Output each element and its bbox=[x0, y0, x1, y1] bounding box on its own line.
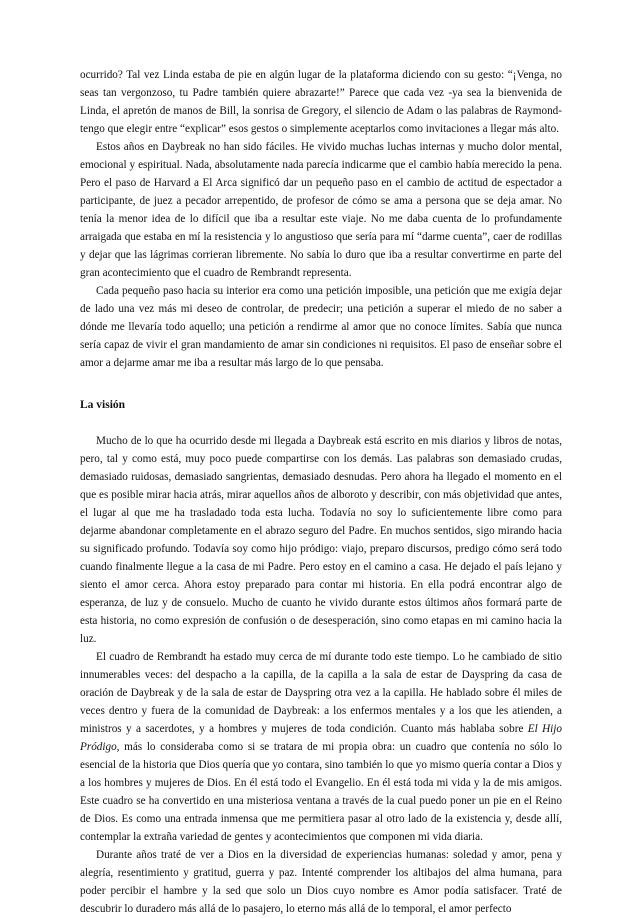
book-title: El Hijo Pródigo, bbox=[80, 723, 562, 753]
paragraph-daybreak-years: Estos años en Daybreak no han sido fáciles. He vivido muchas luchas internas y mucho dolor mental, emocional y espiritual. Nada, absolutamente nada parecía indicarme que el cambio había merecido la pena. Pero el paso de Harvard a El Arca significó dar un pequeño paso en el cambio de actitud de espectador a participante, de juez a pecador arrepentido, de profesor de cómo se ama a persona que se deja amar. No tenía la menor idea de lo difícil que iba a resultar este viaje. No me daba cuenta de lo profundamente arraigada que estaba en mí la resistencia y lo angustioso que sería para mí “darme cuenta”, caer de rodillas y dejar que las lágrimas corrieran libremente. No sabía lo duro que iba a resultar convertirme en parte del gran acontecimiento que el cuadro de Rembrandt representa. bbox=[80, 141, 562, 279]
paragraph-diaries: Mucho de lo que ha ocurrido desde mi llegada a Daybreak está escrito en mis diarios y libros de notas, pero, tal y como está, muy poco puede compartirse con los demás. Las palabras son demasiado crudas, demasiado ruidosas, demasiado sangrientas, demasiado desnudas. Pero ahora ha llegado el momento en el que es posible mirar hacia atrás, mirar aquellos años de alboroto y describir, con más objetividad que antes, el lugar al que me ha trasladado toda esta lucha. Todavía no soy lo suficientemente libre como para dejarme abandonar completamente en el abrazo seguro del Padre. En muchos sentidos, sigo mirando hacia su significado profundo. Todavía soy como hijo pródigo: viajo, preparo discursos, predigo cómo será todo cuando finalmente llegue a la casa de mi Padre. Pero estoy en el camino a casa. He dejado el país lejano y siento el amor cerca. Ahora estoy preparado para contar mi historia. En ella podrá encontrar algo de esperanza, de luz y de consuelo. Mucho de cuanto he vivido durante estos últimos años formará parte de esta historia, no como expresión de confusión o de desesperación, sino como etapas en mi camino hacia la luz. bbox=[80, 435, 562, 645]
paragraph-text: más lo consideraba como si se tratara de mi propia obra: un cuadro que contenía no sólo lo esencial de la historia que Dios quería que yo contara, sino también lo que yo mismo quería contar a Dios y a los hombres y mujeres de Dios. En él está todo el Evangelio. En él está toda mi vida y la de mis amigos. Este cuadro se ha convertido en una misteriosa ventana a través de la cual puedo poner un pie en el Reino de Dios. Es como una entrada inmensa que me permitiera pasar al otro lado de la existencia y, desde allí, contemplar la extraña variedad de gentes y acontecimientos que componen mi vida diaria. bbox=[80, 741, 562, 843]
document-page bbox=[80, 66, 562, 918]
paragraph-small-steps: Cada pequeño paso hacia su interior era como una petición imposible, una petición que me exigía dejar de lado una vez más mi deseo de controlar, de predecir; una petición a superar el miedo de no saber a dónde me llevaría todo aquello; una petición a rendirme al amor que no conoce límites. Sabía que nunca sería capaz de vivir el gran mandamiento de amar sin condiciones ni requisitos. El paso de enseñar sobre el amor a dejarme amar me iba a resultar más largo de lo que pensaba. bbox=[80, 285, 562, 369]
paragraph-continuation: ocurrido? Tal vez Linda estaba de pie en algún lugar de la plataforma diciendo con su gesto: “¡Venga, no seas tan vergonzoso, tu Padre también quiere abrazarte!” Parece que cada vez -ya sea la bienvenida de Linda, el apretón de manos de Bill, la sonrisa de Gregory, el silencio de Adam o las palabras de Raymond- tengo que elegir entre “explicar” esos gestos o simplemente aceptarlos como invitaciones a llegar más alto. bbox=[80, 69, 562, 135]
paragraph-rembrandt-painting bbox=[80, 648, 562, 846]
paragraph-text: El cuadro de Rembrandt ha estado muy cerca de mí durante todo este tiempo. Lo he cambiado de sitio innumerables veces: del despacho a la capilla, de la capilla a la sala de estar de Dayspring da casa de oración de Daybreak y de la sala de estar de Dayspring otra vez a la capilla. He hablado sobre él miles de veces dentro y fuera de la comunidad de Daybreak: a los enfermos mentales y a los que les atienden, a ministros y a sacerdotes, y a hombres y mujeres de toda condición. Cuanto más hablaba sobre bbox=[80, 651, 562, 735]
section-heading: La visión bbox=[80, 399, 126, 411]
paragraph-seeing-god: Durante años traté de ver a Dios en la diversidad de experiencias humanas: soledad y amor, pena y alegría, resentimiento y gratitud, guerra y paz. Intenté comprender los altibajos del alma humana, para poder percibir el hambre y la sed que solo un Dios cuyo nombre es Amor podía satisfacer. Traté de descubrir lo duradero más allá de lo pasajero, lo eterno más allá de lo temporal, el amor perfecto bbox=[80, 849, 562, 915]
